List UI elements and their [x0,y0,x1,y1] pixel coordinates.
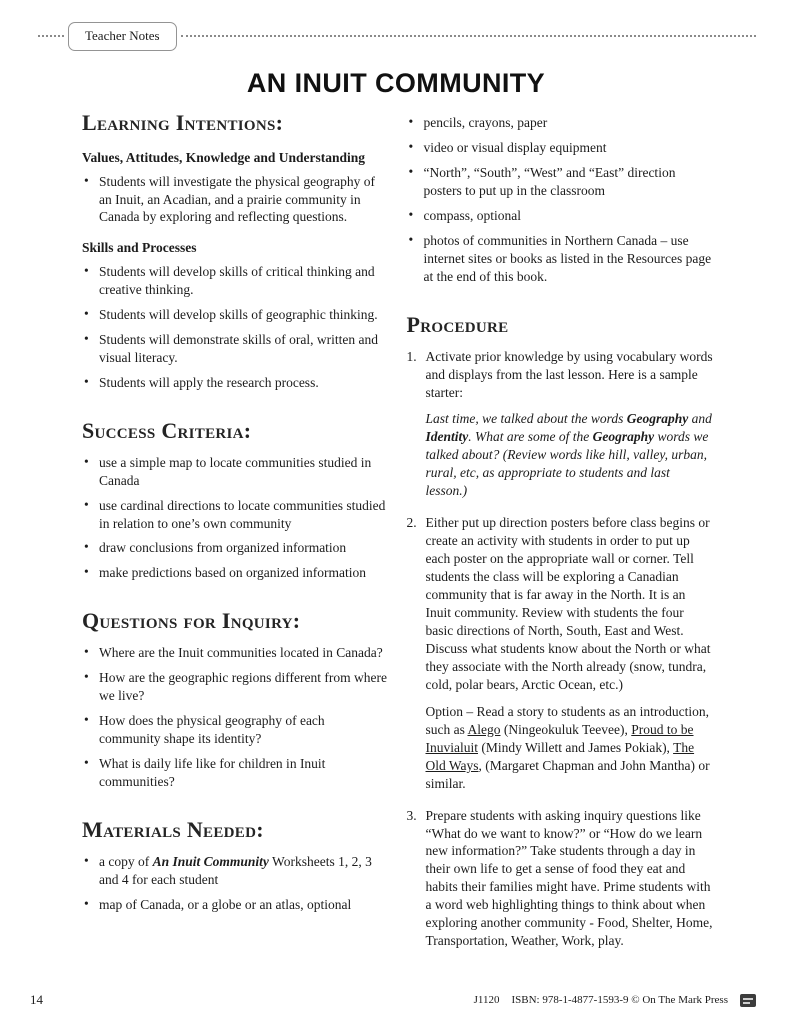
materials-continued-list [407,114,715,286]
step-paragraph-sample-starter: Last time, we talked about the words Geography and Identity. What are some of the Geography words we talked about? (Review words like hill, valley, urban, rural, etc, as appropriate to students and last lesson.) [425,411,712,499]
imprint [474,994,756,1007]
step-paragraph-option: Option – Read a story to students as an introduction, such as Alego (Ningeokuluk Teevee), Proud to be Inuvialuit (Mindy Willett and James Pokiak), The Old Ways, (Margaret Chapman and John Mantha) or similar. [425,703,710,791]
bullet-item: • pencils, crayons, paper [407,114,715,132]
step-paragraph: Either put up direction posters before class begins or create an activity with students in order to put up each poster on the appropriate wall or corner. Tell students the class will be exploring a Canadian community that is far away in the North. It is an Inuit community. Review with students the four basic directions of North, South, East and West. Discuss what students know about the North or what they associate with the North already (snow, tundra, cold, polar bears, Arctic Ocean, etc.) [425,515,711,692]
bullet-item: • use a simple map to locate communities studied in Canada [82,454,390,490]
procedure-steps [407,348,715,951]
teacher-notes-label: Teacher Notes [85,27,160,43]
heading-success-criteria: Success Criteria: [82,417,252,443]
bullet-item: • Students will investigate the physical geography of an Inuit, an Acadian, and a prairie community in Canada by exploring and reflecting questions. [82,173,390,227]
bullet-item: • “North”, “South”, “West” and “East” direction posters to put up in the classroom [407,164,715,200]
procedure-step-3 [407,807,715,951]
product-code: J1120 [473,994,500,1006]
bullet-item: • Students will apply the research process. [82,374,390,392]
step-number: 3. [406,807,417,823]
materials-list [82,853,390,914]
subheading-skills-processes: Skills and Processes [82,240,197,256]
bullet-item: • draw conclusions from organized information [82,539,390,557]
step-number: 2. [406,515,417,531]
bullet-item: • map of Canada, or a globe or an atlas, optional [82,896,390,914]
skills-bullet-list [82,263,390,392]
bullet-item: • make predictions based on organized information [82,564,390,582]
success-criteria-list [82,454,390,583]
teacher-notes-tab [68,22,177,51]
dotted-rule-left [38,35,64,37]
bullet-item: • photos of communities in Northern Canada – use internet sites or books as listed in the Resources page at the end of this book. [407,232,715,286]
step-body [426,807,715,951]
page-title: AN INUIT COMMUNITY [246,68,546,98]
page-footer [30,992,756,1008]
bullet-item: • Students will develop skills of critical thinking and creative thinking. [82,263,390,299]
step-paragraph: Prepare students with asking inquiry questions like “What do we want to know?” or “How do we learn new information?” Take students through a day in their own life to get a sense of food they eat and habits their families might have. Prime students with a word web highlighting things to think about when exploring another community - Food, Shelter, Home, Transportation, Weather, Work, play. [425,807,713,949]
step-body [426,514,715,792]
procedure-step-1 [407,348,715,501]
heading-learning-intentions: Learning Intentions: [82,110,284,135]
bullet-item: • Where are the Inuit communities located in Canada? [82,644,390,662]
bullet-item: • use cardinal directions to locate communities studied in relation to one’s own community [82,497,390,533]
page-number: 14 [30,992,43,1007]
isbn-copyright: ISBN: 978-1-4877-1593-9 © On The Mark Press [511,994,728,1006]
bullet-item: • a copy of An Inuit Community Worksheets 1, 2, 3 and 4 for each student [82,853,390,889]
publisher-logo-icon [740,994,756,1007]
step-number: 1. [406,348,417,364]
bullet-item: • What is daily life like for children in Inuit communities? [82,755,390,791]
right-column [407,110,715,964]
step-body [426,348,715,501]
bullet-item: • Students will demonstrate skills of oral, written and visual literacy. [82,331,390,367]
heading-procedure: Procedure [406,311,509,337]
dotted-rule-right [181,35,756,37]
left-column [82,110,390,964]
header-strip [38,21,756,51]
procedure-step-2 [407,514,715,792]
bullet-item: • How does the physical geography of each community shape its identity? [82,712,390,748]
subheading-values-attitudes: Values, Attitudes, Knowledge and Understanding [82,150,366,165]
heading-materials-needed: Materials Needed: [82,817,264,843]
bullet-item: • How are the geographic regions different from where we live? [82,669,390,705]
bullet-item: • Students will develop skills of geographic thinking. [82,306,390,324]
content-columns [82,110,714,964]
bullet-item: • compass, optional [407,207,715,225]
step-paragraph: Activate prior knowledge by using vocabulary words and displays from the last lesson. Here is a sample starter: [425,348,713,400]
heading-questions-for-inquiry: Questions for Inquiry: [82,608,301,634]
values-bullet-list [82,173,390,227]
questions-list [82,644,390,791]
bullet-item: • video or visual display equipment [407,139,715,157]
